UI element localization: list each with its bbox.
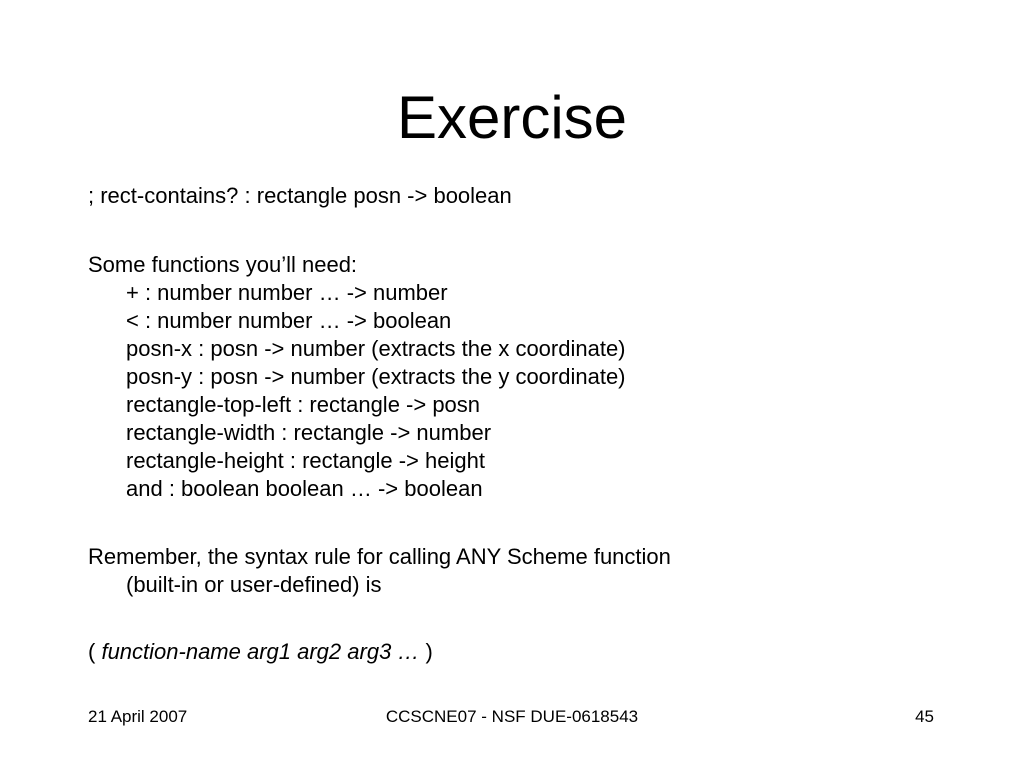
function-item: posn-x : posn -> number (extracts the x coordinate) (126, 336, 626, 361)
functions-intro: Some functions you’ll need: (88, 252, 358, 277)
slide-body (88, 182, 968, 666)
syntax-open-paren: ( (88, 639, 102, 664)
syntax-template (88, 638, 968, 666)
remember-continuation: (built-in or user-defined) is (126, 572, 382, 597)
syntax-call-pattern: function-name arg1 arg2 arg3 … (101, 639, 420, 664)
slide-title: Exercise (396, 84, 628, 151)
footer-center-text: CCSCNE07 - NSF DUE-0618543 (385, 707, 639, 726)
function-item: + : number number … -> number (126, 280, 448, 305)
page-number: 45 (915, 707, 934, 726)
function-item: rectangle-width : rectangle -> number (126, 420, 492, 445)
signature-line: ; rect-contains? : rectangle posn -> boolean (88, 183, 512, 208)
functions-list (88, 279, 968, 503)
function-item: rectangle-height : rectangle -> height (126, 448, 485, 473)
function-item: < : number number … -> boolean (126, 308, 452, 333)
function-item: and : boolean boolean … -> boolean (126, 476, 483, 501)
footer-date: 21 April 2007 (88, 707, 188, 726)
function-item: posn-y : posn -> number (extracts the y coordinate) (126, 364, 626, 389)
syntax-close-paren: ) (419, 639, 433, 664)
remember-line: Remember, the syntax rule for calling ANY Scheme function (88, 544, 671, 569)
function-item: rectangle-top-left : rectangle -> posn (126, 392, 481, 417)
